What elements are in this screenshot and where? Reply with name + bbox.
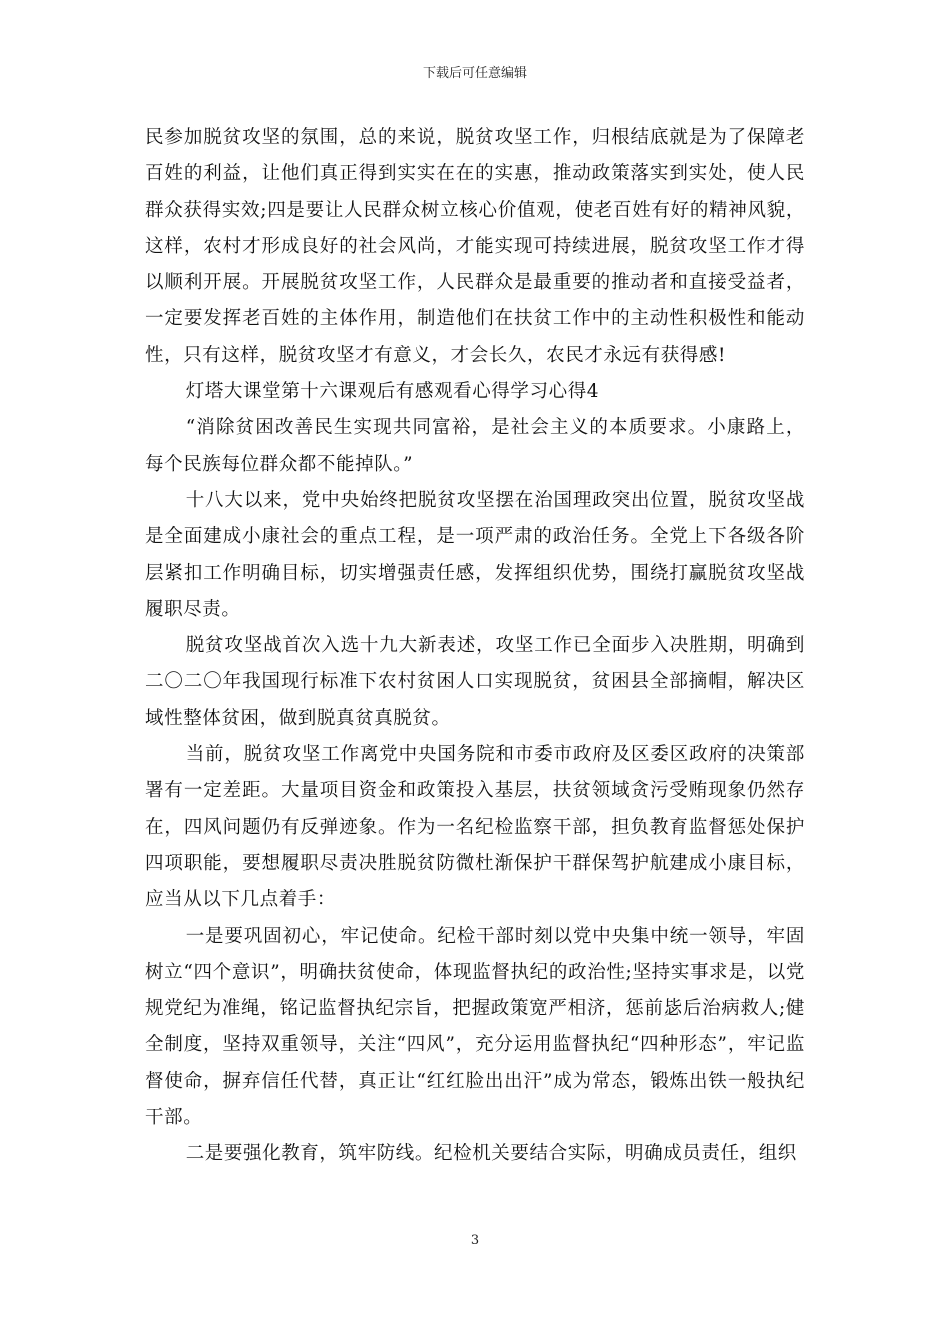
body-paragraph: 一是要巩固初心，牢记使命。纪检干部时刻以党中央集中统一领导，牢固树立“四个意识”，明确扶贫使命，体现监督执纪的政治性;坚持实事求是，以党规党纪为准绳，铭记监督执纪宗旨，把握政策宽严相济，惩前毖后治病救人;健全制度，坚持双重领导，关注“四风”，充分运用监督执纪“四种形态”，牢记监督使命，摒弃信任代替，真正让“红红脸出出汗”成为常态，锻炼出铁一般执纪干部。 <box>145 925 805 1129</box>
quote-paragraph: “消除贫困改善民生实现共同富裕，是社会主义的本质要求。小康路上，每个民族每位群众都不能掉队。” <box>145 417 805 475</box>
body-paragraph: 二是要强化教育，筑牢防线。纪检机关要结合实际，明确成员责任，组织 <box>185 1143 797 1165</box>
body-paragraph: 脱贫攻坚战首次入选十九大新表述，攻坚工作已全面步入决胜期，明确到二〇二〇年我国现行标准下农村贫困人口实现脱贫，贫困县全部摘帽，解决区域性整体贫困，做到脱真贫真脱贫。 <box>145 635 805 729</box>
page-number: 3 <box>470 1233 480 1248</box>
body-paragraph: 民参加脱贫攻坚的氛围，总的来说，脱贫攻坚工作，归根结底就是为了保障老百姓的利益，让他们真正得到实实在在的实惠，推动政策落实到实处，使人民群众获得实效;四是要让人民群众树立核心价值观，使老百姓有好的精神风貌，这样，农村才形成良好的社会风尚，才能实现可持续进展，脱贫攻坚工作才得以顺利开展。开展脱贫攻坚工作，人民群众是最重要的推动者和直接受益者，一定要发挥老百姓的主体作用，制造他们在扶贫工作中的主动性积极性和能动性，只有这样，脱贫攻坚才有意义，才会长久，农民才永远有获得感! <box>145 127 805 366</box>
body-paragraph: 十八大以来，党中央始终把脱贫攻坚摆在治国理政突出位置，脱贫攻坚战是全面建成小康社会的重点工程，是一项严肃的政治任务。全党上下各级各阶层紧扣工作明确目标，切实增强责任感，发挥组织优势，围绕打赢脱贫攻坚战履职尽责。 <box>145 489 805 620</box>
section-heading: 灯塔大课堂第十六课观后有感观看心得学习心得4 <box>185 381 600 403</box>
document-body <box>145 120 805 1173</box>
page-header: 下载后可任意编辑 <box>422 66 527 81</box>
body-paragraph: 当前，脱贫攻坚工作离党中央国务院和市委市政府及区委区政府的决策部署有一定差距。大量项目资金和政策投入基层，扶贫领域贪污受贿现象仍然存在，四风问题仍有反弹迹象。作为一名纪检监察干部，担负教育监督惩处保护四项职能，要想履职尽责决胜脱贫防微杜渐保护干群保驾护航建成小康目标，应当从以下几点着手： <box>145 744 805 911</box>
